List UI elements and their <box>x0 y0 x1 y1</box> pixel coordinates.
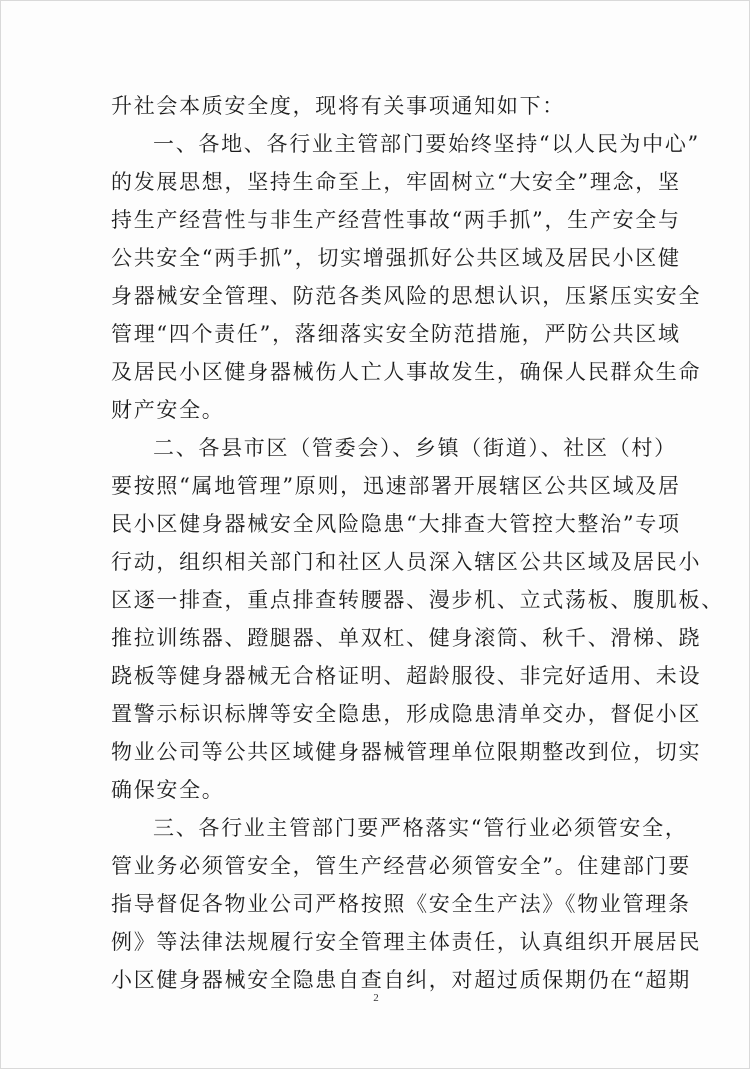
text-line-23: 例》等法律法规履行安全管理主体责任，认真组织开展居民 <box>111 930 702 954</box>
text-line-8: 及居民小区健身器械伤人亡人事故发生，确保人民群众生命 <box>111 360 702 384</box>
text-line-12: 民小区健身器械安全风险隐患“大排查大管控大整治”专项 <box>111 512 681 536</box>
text-line-6: 身器械安全管理、防范各类风险的思想认识，压紧压实安全 <box>111 284 702 308</box>
text-line-24: 小区健身器械安全隐患自查自纠，对超过质保期仍在“超期 <box>111 968 691 992</box>
text-line-16: 跷板等健身器械无合格证明、超龄服役、非完好适用、未设 <box>111 664 702 688</box>
page-number: 2 <box>373 992 379 1004</box>
text-line-15: 推拉训练器、蹬腿器、单双杠、健身滚筒、秋千、滑梯、跷 <box>111 626 702 650</box>
text-line-3: 的发展思想，坚持生命至上，牢固树立“大安全”理念，坚 <box>111 170 681 194</box>
text-line-22: 指导督促各物业公司严格按照《安全生产法》《物业管理条 <box>111 892 691 916</box>
text-line-14: 区逐一排查，重点排查转腰器、漫步机、立式荡板、腹肌板、 <box>111 588 724 612</box>
text-line-1: 升社会本质安全度，现将有关事项通知如下： <box>111 94 565 118</box>
text-line-18: 物业公司等公共区域健身器械管理单位限期整改到位，切实 <box>111 740 702 764</box>
paragraph-1-heading-line: 一、各地、各行业主管部门要始终坚持“以人民为中心” <box>153 132 700 156</box>
text-line-17: 置警示标识标牌等安全隐患，形成隐患清单交办，督促小区 <box>111 702 702 726</box>
paragraph-3-heading-line: 三、各行业主管部门要严格落实“管行业必须管安全， <box>153 816 688 840</box>
text-line-19: 确保安全。 <box>111 778 225 802</box>
paragraph-2-heading-line: 二、各县市区（管委会）、乡镇（街道）、社区（村） <box>153 436 677 460</box>
text-line-7: 管理“四个责任”，落细落实安全防范措施，严防公共区域 <box>111 322 681 346</box>
text-line-4: 持生产经营性与非生产经营性事故“两手抓”，生产安全与 <box>111 208 681 232</box>
text-line-11: 要按照“属地管理”原则，迅速部署开展辖区公共区域及居 <box>111 474 681 498</box>
text-line-21: 管业务必须管安全，管生产经营必须管安全”。住建部门要 <box>111 854 691 878</box>
text-line-13: 行动，组织相关部门和社区人员深入辖区公共区域及居民小 <box>111 550 702 574</box>
text-line-5: 公共安全“两手抓”，切实增强抓好公共区域及居民小区健 <box>111 246 681 270</box>
body-text <box>111 87 724 999</box>
text-line-9: 财产安全。 <box>111 398 225 422</box>
